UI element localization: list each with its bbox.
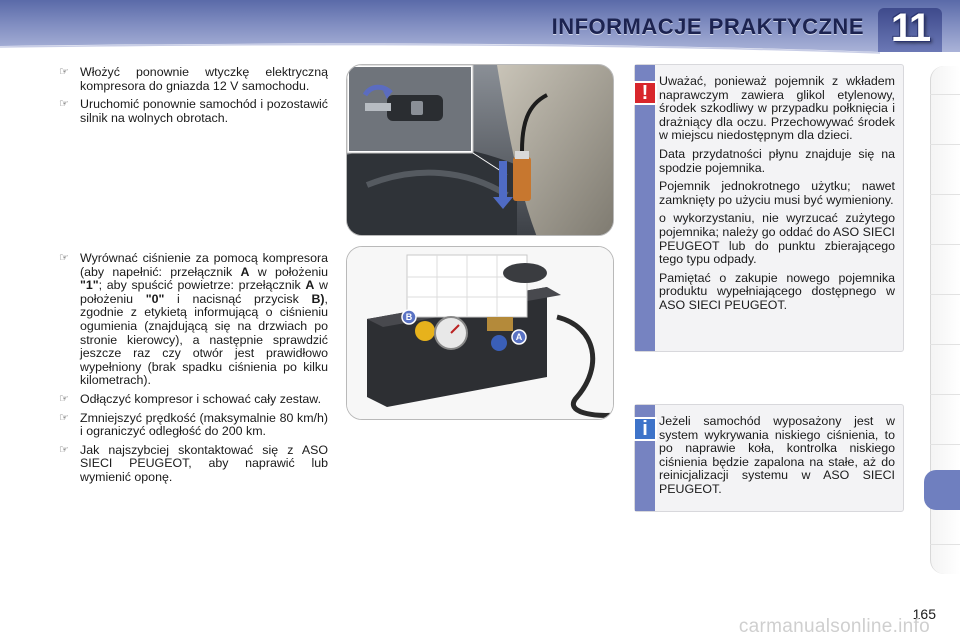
car-interior-illustration <box>347 65 614 236</box>
warning-paragraph: Pojemnik jednokrotnego użytku; nawet zamknięty po użyciu musi być wymieniony. <box>659 179 895 207</box>
label-a: A <box>515 332 523 342</box>
tab-divider <box>930 344 960 345</box>
button-b-ref: B) <box>311 291 325 306</box>
active-chapter-tab[interactable] <box>924 470 960 510</box>
warning-icon: ! <box>633 81 657 105</box>
tab-divider <box>930 244 960 245</box>
pointing-hand-icon: ☞ <box>59 411 69 424</box>
instruction-item <box>56 252 328 388</box>
compressor-kit-illustration <box>347 247 614 420</box>
warning-note <box>634 64 904 352</box>
tab-divider <box>930 544 960 545</box>
label-b: B <box>405 312 413 322</box>
info-text <box>659 405 903 510</box>
tab-divider <box>930 144 960 145</box>
tab-divider <box>930 294 960 295</box>
instruction-item <box>56 98 328 125</box>
instructions-group-1 <box>56 66 328 130</box>
tab-divider <box>930 94 960 95</box>
instruction-text: Uruchomić ponownie samochód i pozostawić silnik na wolnych obrotach. <box>80 97 328 125</box>
instructions-group-2 <box>56 252 328 490</box>
pointing-hand-icon: ☞ <box>59 443 69 456</box>
instruction-item <box>56 412 328 439</box>
chapter-number: 11 <box>890 6 930 50</box>
instruction-text: Jak najszybciej skontaktować się z ASO SIECI PEUGEOT, aby naprawić lub wymienić oponę. <box>80 442 328 484</box>
pointing-hand-icon: ☞ <box>59 66 69 78</box>
header-swoosh-decoration <box>0 40 960 54</box>
switch-a-ref: A <box>305 278 315 293</box>
watermark: carmanualsonline.info <box>738 616 930 637</box>
tab-divider <box>930 444 960 445</box>
section-title: INFORMACJE PRAKTYCZNE <box>551 14 864 39</box>
position-1-ref: "1" <box>80 278 99 293</box>
pointing-hand-icon: ☞ <box>59 392 69 405</box>
instruction-item <box>56 66 328 93</box>
tab-divider <box>930 394 960 395</box>
pointing-hand-icon: ☞ <box>59 252 69 264</box>
instruction-item <box>56 393 328 407</box>
compressor-kit-photo <box>346 246 614 420</box>
warning-paragraph: Data przydatności płynu znajduje się na spodzie pojemnika. <box>659 146 895 175</box>
warning-paragraph: o wykorzystaniu, nie wyrzucać zużytego pojemnika; należy go oddać do ASO SIECI PEUGEOT lub do punktu zbierającego tego typu odpady. <box>659 211 895 267</box>
info-paragraph: Jeżeli samochód wyposażony jest w system wykrywania niskiego ciśnienia, to po naprawie koła, kontrolka niskiego ciśnienia będzie zapalona na stałe, aż do reinicjalizacji systemu w ASO SIECI PEUGEOT. <box>659 414 895 496</box>
warning-text <box>659 65 903 326</box>
instruction-item <box>56 444 328 485</box>
tab-divider <box>930 194 960 195</box>
info-note <box>634 404 904 512</box>
note-side-bar <box>635 65 655 351</box>
car-interior-photo <box>346 64 614 236</box>
position-0-ref: "0" <box>145 291 165 306</box>
pointing-hand-icon: ☞ <box>59 98 69 111</box>
warning-paragraph: Pamiętać o zakupie nowego pojemnika produktu wypełniającego dostępnego w ASO SIECI PEUGEOT. <box>659 270 895 312</box>
instruction-text: Odłączyć kompresor i schować cały zestaw. <box>80 391 322 406</box>
warning-paragraph: Uważać, ponieważ pojemnik z wkładem naprawczym zawiera glikol etylenowy, środek szkodliwy w przypadku połknięcia i drażniący dla oczu. Przechowywać środek w miejscu niedostępnym dla dzieci. <box>659 74 895 143</box>
page-header <box>0 0 960 52</box>
switch-a-ref: A <box>240 264 250 279</box>
info-icon: i <box>633 417 657 441</box>
instruction-text: Włożyć ponownie wtyczkę elektryczną kompresora do gniazda 12 V samochodu. <box>80 65 328 93</box>
instruction-text: Wyrównać ciśnienie za pomocą kompresora (aby napełnić: przełącznik A w położeniu "1"; aby spuścić powietrze: przełącznik A w położeniu "0" i nacisnąć przycisk B), zgodnie z etykietą informującą o ciśnieniu ogumienia (znajdującą się na drzwiach po stronie kierowcy), a następnie sprawdzić jeszcze raz czy otwór jest prawidłowo wypełniony (brak spadku ciśnienia po kilku kilometrach). <box>80 251 328 388</box>
page-number: 165 <box>912 606 936 622</box>
instruction-text: Zmniejszyć prędkość (maksymalnie 80 km/h) i ograniczyć odległość do 200 km. <box>80 410 328 439</box>
